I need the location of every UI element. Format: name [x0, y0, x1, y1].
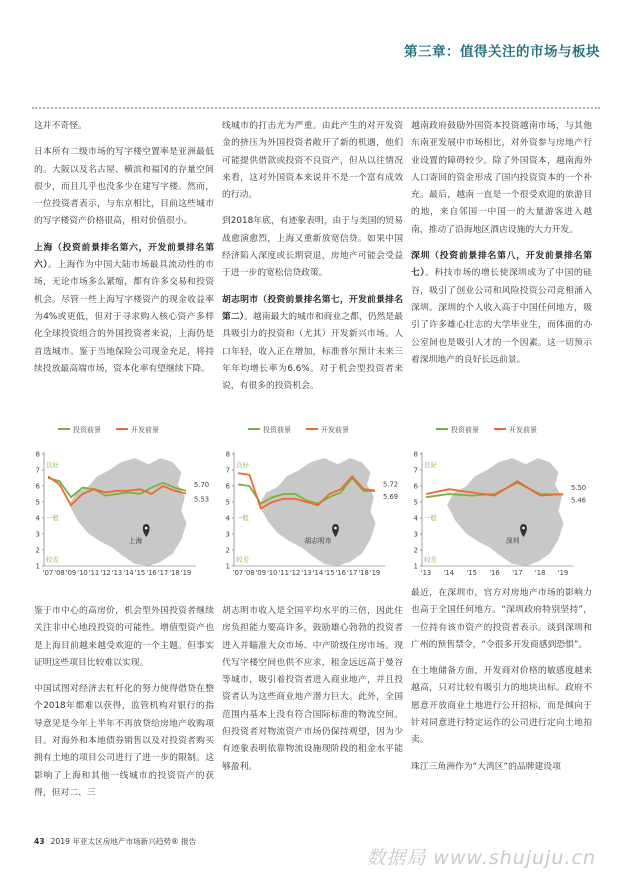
paragraph: 这并不奇怪。	[34, 121, 87, 131]
x-tick-label: '10	[266, 569, 278, 577]
paragraph-body: 。越南最大的城市和商业之都，仍然是最具吸引力的投资和（尤其）开发新兴市场。人口年轻，收入正在增加，标准普尔预计未来三年年均增长率为6.6%。对于机会型投资者来说，有很多的投资机会。	[222, 311, 403, 392]
x-tick-label: '08	[244, 569, 255, 577]
y-tick-label: 1	[413, 562, 418, 571]
x-tick-label: '18	[534, 569, 546, 577]
band-label: 较差	[424, 555, 437, 564]
x-tick-label: '15	[466, 569, 477, 577]
x-tick-label: '19	[557, 569, 569, 577]
column-3-top	[411, 118, 592, 369]
city-label: 深圳	[505, 537, 520, 545]
y-tick-label: 1	[225, 562, 230, 571]
legend-label: 开发前景	[321, 426, 349, 434]
map-silhouette	[447, 458, 563, 566]
x-tick-label: '09	[255, 569, 267, 577]
end-value-label: 5.50	[571, 484, 587, 492]
end-value-label: 5.53	[194, 495, 210, 504]
x-tick-label: '13	[301, 569, 312, 577]
x-tick-label: '15	[134, 569, 146, 577]
paragraph: 鉴于市中心的高房价，机会型外国投资者继续关注非中心地段投资的可能性。增值型资产也是上海目前越来越受欢迎的一个主题。但事实证明这些项目比较难以实现。	[34, 606, 214, 668]
chart-shenzhen	[408, 424, 593, 599]
x-tick-label: '12	[100, 569, 111, 577]
end-value-label: 5.46	[571, 496, 587, 505]
x-tick-label: '19	[369, 569, 381, 577]
column-2-top	[222, 118, 403, 395]
x-tick-label: '13	[420, 569, 432, 577]
x-tick-label: '11	[278, 569, 289, 577]
column-2-bottom	[222, 603, 403, 776]
x-tick-label: '14	[312, 569, 324, 577]
end-value-label: 5.69	[383, 492, 399, 501]
band-label: 良好	[46, 461, 59, 470]
y-tick-label: 1	[35, 562, 40, 571]
paragraph: 线城市的打击尤为严重。由此产生的对开发资金的挤压为外国投资者敞开了新的机遇，他们可能提供借款或投资不良资产，但从以往情况来看，这对外国资本来说并不是一个富有成效的行动。	[222, 121, 403, 201]
watermark: 数据局 www.shujuju.cn	[366, 847, 596, 869]
city-label: 上海	[128, 537, 143, 545]
x-tick-label: '16	[489, 569, 500, 577]
legend-label: 开发前景	[131, 426, 159, 434]
column-3-bottom	[411, 585, 592, 776]
chart-legend	[58, 425, 159, 434]
paragraph: 胡志明市收入是全国平均水平的三倍，因此住房负担能力要高许多，鼓励雄心勃勃的投资者进入并瞄准大众市场、中产阶级住房市场。现代写字楼空间也供不应求，租金远远高于曼谷等城市，吸引着投资者进入商业地产，并且投资者认为这些商业地产潜力巨大。此外，全国范围内基本上没有符合国际标准的物流空间。但投资者对物流资产市场仍保持观望，因为少有迹象表明依靠物流设施现阶段的租金水平能够盈利。	[222, 606, 403, 772]
paragraph: 越南政府鼓励外国资本投资越南市场，与其他东南亚发展中市场相比，对外资参与房地产行业设置的障碍较少。除了外国资本，越南海外人口寄回的资金形成了国内投资资本的一个补充。最后，越南一直是一个很受欢迎的旅游目的地，来自邻国一中国一的大量游客进入越南，推动了沿海地区酒店设施的大力开发。	[411, 121, 592, 235]
paragraph: 日本所有二级市场的写字楼空置率是亚洲最低的。大阪以及名古屋、横滨和福冈的存量空间很少，而且几乎也没多少在建写字楼。然而，一位投资者表示，与东京相比，目前这些城市的写字楼资产价格很高，相对价值很小。	[34, 147, 214, 227]
chart-hcmc	[220, 424, 405, 599]
y-tick-label: 7	[225, 466, 230, 475]
x-tick-label: '17	[346, 569, 358, 577]
y-tick-label: 2	[225, 546, 230, 555]
location-pin-dot	[522, 527, 525, 530]
legend-label: 投资前景	[451, 426, 479, 434]
x-tick-label: '12	[289, 569, 301, 577]
legend-label: 开发前景	[509, 426, 537, 434]
section-heading-shanghai: 上海（投资前景排名第六，开发前景排名第六）	[34, 242, 214, 271]
y-tick-label: 3	[413, 530, 418, 539]
y-tick-label: 3	[225, 530, 230, 539]
paragraph-body: 。上海作为中国大陆市场最具流动性的市场，无论市场多么紧缩，都有许多交易和投资机会。尽管一些上海写字楼资产的现金收益率为4%或更低，但对于寻求购入核心资产多样化全球投资组合的外国投资者来说，上海仍是首选城市。鉴于当地保险公司现金充足，将持续投放最高端市场，资本化率有望继续下降。	[34, 260, 214, 374]
x-tick-label: '16	[146, 569, 157, 577]
x-tick-label: '09	[65, 569, 77, 577]
y-tick-label: 8	[35, 450, 40, 459]
y-tick-label: 5	[413, 498, 418, 507]
band-label: 一般	[424, 514, 437, 522]
band-label: 较差	[46, 555, 59, 564]
end-value-label: 5.72	[383, 480, 399, 489]
band-label: 一般	[236, 514, 249, 522]
y-tick-label: 7	[413, 466, 418, 475]
paragraph	[222, 292, 403, 396]
band-label: 良好	[424, 461, 437, 470]
page-number: 43	[34, 837, 45, 846]
x-tick-label: '07	[42, 569, 54, 577]
x-tick-label: '07	[232, 569, 244, 577]
paragraph: 最近，在深圳市，官方对房地产市场的影响力也高于全国任何地方。“深圳政府特别坚持”，一位持有该市资产的投资者表示。谈到深圳和广州的预售禁令，“令很多开发商感到恐惧”。	[411, 588, 592, 650]
page-footer	[34, 836, 196, 847]
y-tick-label: 6	[413, 482, 418, 491]
chart-legend	[436, 425, 537, 434]
chapter-title: 第三章：值得关注的市场与板块	[404, 44, 600, 60]
column-1-top	[34, 118, 214, 378]
x-tick-label: '08	[54, 569, 65, 577]
y-tick-label: 4	[413, 514, 418, 523]
x-tick-label: '13	[111, 569, 123, 577]
x-tick-label: '11	[88, 569, 100, 577]
header-divider	[32, 107, 600, 109]
x-tick-label: '15	[324, 569, 335, 577]
y-tick-label: 5	[225, 498, 230, 507]
paragraph	[34, 240, 214, 378]
x-tick-label: '16	[335, 569, 347, 577]
y-tick-label: 8	[225, 450, 230, 459]
paragraph: 在土地储备方面，开发商对价格的敏感度越来越高，只对比较有吸引力的地块出标。政府不愿意开放商业土地进行公开招标，而是倾向于针对同意进行特定运作的公司进行定向土地拍卖。	[411, 666, 592, 746]
city-label: 胡志明市	[304, 537, 332, 545]
y-tick-label: 2	[413, 546, 418, 555]
paragraph	[411, 248, 592, 369]
map-silhouette	[259, 458, 375, 566]
legend-label: 投资前景	[73, 426, 101, 434]
paragraph: 珠江三角洲作为“大湾区”的品牌建设项	[411, 761, 561, 772]
paragraph: 中国试图对经济去杠杆化的努力使得借贷在整个2018年都难以获得，监管机构对银行的指导意见是今年上半年不再放贷给房地产收购项目。对海外和本地债券销售以及对投资者购买拥有土地的项目公司进行了进一步的限制。这影响了上海和其他一线城市的投资资产的获得，但对二、三	[34, 684, 214, 798]
chart-shanghai	[30, 424, 216, 599]
location-pin-dot	[145, 527, 148, 530]
x-tick-label: '17	[157, 569, 169, 577]
paragraph-body: 。科技市场的增长使深圳成为了中国的硅谷，吸引了创业公司和风险投资公司竞相涌入深圳。深圳的个人收入高于中国任何地方，吸引了许多雄心壮志的大学毕业生，而体面的办公室间也是吸引人才的一个因素。这一切预示着深圳地产的良好长远前景。	[411, 268, 592, 365]
x-tick-label: '14	[443, 569, 455, 577]
y-tick-label: 8	[413, 450, 418, 459]
x-tick-label: '10	[77, 569, 88, 577]
y-tick-label: 6	[35, 482, 40, 491]
y-tick-label: 4	[225, 514, 230, 523]
x-tick-label: '18	[169, 569, 180, 577]
y-tick-label: 6	[225, 482, 230, 491]
x-tick-label: '18	[358, 569, 369, 577]
map-silhouette	[69, 458, 186, 566]
band-label: 一般	[46, 514, 59, 522]
y-tick-label: 2	[35, 546, 40, 555]
paragraph: 到2018年底，有迹象表明，由于与美国的贸易战愈演愈烈，上海又重新放宽信贷。如果中国经济陷入深度或长期衰退，房地产可能会受益于进一步的宽松信贷政策。	[222, 216, 403, 279]
location-pin-dot	[334, 527, 337, 530]
legend-label: 投资前景	[263, 426, 291, 434]
chart-legend	[248, 425, 349, 434]
section-heading-hcmc: 胡志明市（投资前景排名第七，开发前景排名第二）	[222, 294, 403, 322]
end-value-label: 5.70	[194, 480, 210, 489]
x-tick-label: '19	[180, 569, 192, 577]
x-tick-label: '14	[123, 569, 134, 577]
column-1-bottom	[34, 603, 214, 802]
x-tick-label: '17	[512, 569, 523, 577]
band-label: 较差	[236, 555, 249, 564]
y-tick-label: 5	[35, 498, 40, 507]
report-title: 2019 年亚太区房地产市场新兴趋势® 报告	[50, 837, 197, 846]
y-tick-label: 7	[35, 466, 40, 475]
band-label: 良好	[236, 461, 249, 470]
section-heading-shenzhen: 深圳（投资前景排名第八，开发前景排名第七）	[411, 251, 592, 279]
y-tick-label: 3	[35, 530, 40, 539]
y-tick-label: 4	[35, 514, 40, 523]
